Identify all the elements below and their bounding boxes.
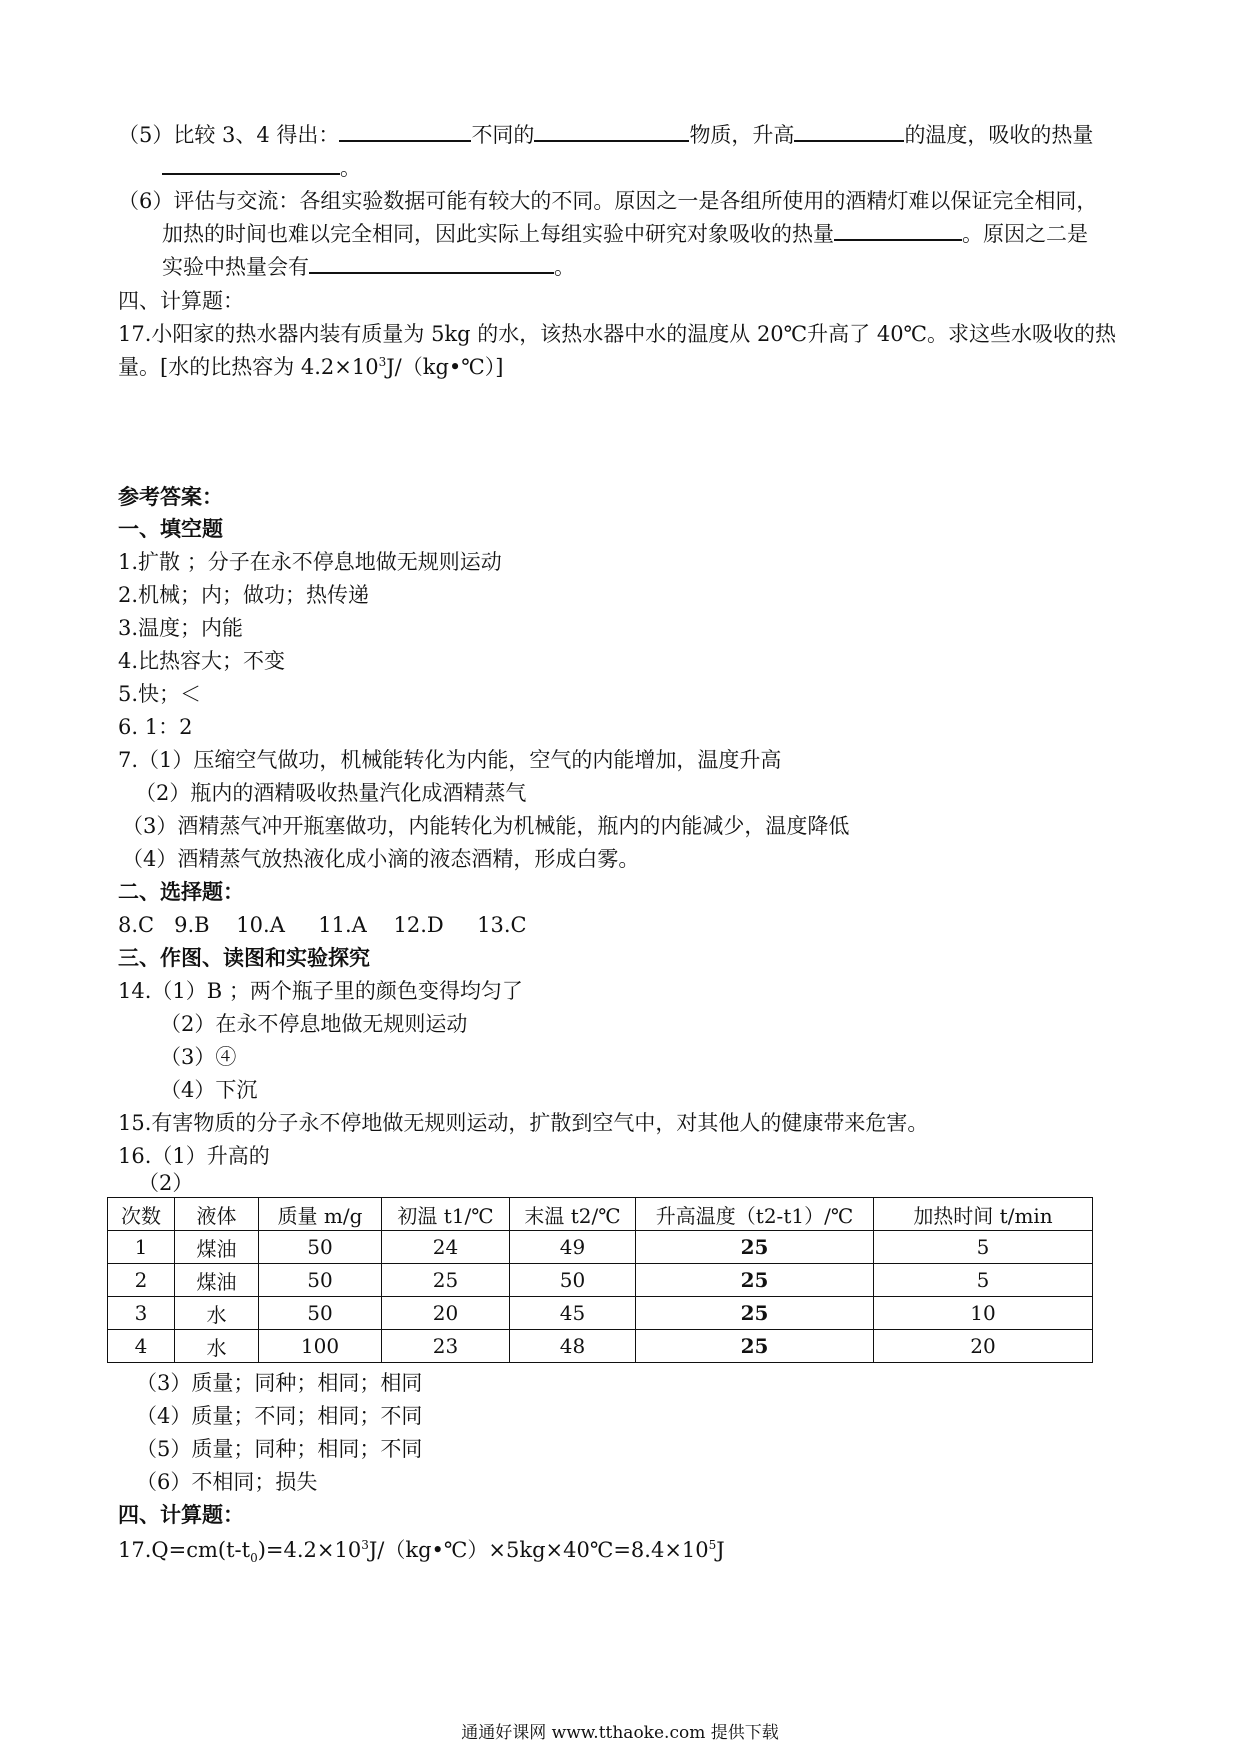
answer-6: 6. 1：2 xyxy=(118,715,193,739)
table-cell: 50 xyxy=(259,1231,382,1264)
table-header-cell: 次数 xyxy=(108,1198,175,1231)
a17-subscript: 0 xyxy=(250,1551,258,1566)
answer-14-part-3: （3）④ xyxy=(160,1045,237,1069)
table-cell: 25 xyxy=(636,1264,874,1297)
a17-text-3: J/（kg•℃）×5kg×40℃=8.4×10 xyxy=(368,1538,709,1562)
answer-4: 4.比热容大；不变 xyxy=(118,649,286,673)
question-6-line-2 xyxy=(162,221,1088,247)
answer-7-part-1: 7.（1）压缩空气做功，机械能转化为内能，空气的内能增加，温度升高 xyxy=(118,748,782,772)
answers-section-3: 三、作图、读图和实验探究 xyxy=(118,945,370,970)
table-cell: 25 xyxy=(382,1264,510,1297)
question-17-line-2 xyxy=(118,354,503,380)
answers-title: 参考答案： xyxy=(118,484,223,509)
answer-16-part-2: （2） xyxy=(138,1171,194,1195)
table-cell: 5 xyxy=(874,1231,1093,1264)
table-cell: 100 xyxy=(259,1330,382,1363)
a17-text-1: 17.Q=cm(t-t xyxy=(118,1538,251,1562)
q6-text-c: 实验中热量会有 xyxy=(162,255,309,279)
table-cell: 50 xyxy=(259,1264,382,1297)
answer-16-part-4: （4）质量；不同；相同；不同 xyxy=(136,1404,423,1428)
answer-8-13: 8.C 9.B 10.A 11.A 12.D 13.C xyxy=(118,913,527,937)
answer-17 xyxy=(118,1537,725,1566)
answer-16-part-1: 16.（1）升高的 xyxy=(118,1144,270,1168)
answer-blank xyxy=(339,122,471,142)
answer-14-part-4: （4）下沉 xyxy=(160,1078,258,1102)
answer-3: 3.温度；内能 xyxy=(118,616,244,640)
page-footer: 通通好课网 www.tthaoke.com 提供下载 xyxy=(461,1723,779,1743)
answer-2: 2.机械；内；做功；热传递 xyxy=(118,583,370,607)
answer-blank xyxy=(309,254,554,274)
table-cell: 23 xyxy=(382,1330,510,1363)
question-5-line-1 xyxy=(118,122,1093,148)
table-cell: 煤油 xyxy=(175,1264,259,1297)
q6-text-a: 加热的时间也难以完全相同，因此实际上每组实验中研究对象吸收的热量 xyxy=(162,222,834,246)
table-cell: 水 xyxy=(175,1297,259,1330)
answers-section-1: 一、填空题 xyxy=(118,516,223,541)
answer-16-part-5: （5）质量；同种；相同；不同 xyxy=(136,1437,423,1461)
table-cell: 5 xyxy=(874,1264,1093,1297)
answer-14-part-2: （2）在永不停息地做无规则运动 xyxy=(160,1012,468,1036)
answer-blank xyxy=(834,221,962,241)
table-cell: 50 xyxy=(259,1297,382,1330)
answers-section-4: 四、计算题： xyxy=(118,1502,244,1527)
table-cell: 48 xyxy=(510,1330,636,1363)
question-5-line-2 xyxy=(162,155,361,181)
answer-16-part-6: （6）不相同；损失 xyxy=(136,1470,318,1494)
answer-blank xyxy=(794,122,904,142)
table-row xyxy=(108,1231,1093,1264)
q5-text-d: 的温度，吸收的热量 xyxy=(904,123,1094,147)
table-header-cell: 液体 xyxy=(175,1198,259,1231)
question-6-line-3 xyxy=(162,254,575,280)
q17-text-a: 量。[水的比热容为 4.2×10 xyxy=(118,355,379,379)
q5-text-b: 不同的 xyxy=(471,123,535,147)
table-cell: 2 xyxy=(108,1264,175,1297)
answer-5: 5.快；＜ xyxy=(118,682,202,706)
table-row xyxy=(108,1297,1093,1330)
table-cell: 3 xyxy=(108,1297,175,1330)
table-row xyxy=(108,1330,1093,1363)
answer-1: 1.扩散 ；分子在永不停息地做无规则运动 xyxy=(118,550,502,574)
table-cell: 24 xyxy=(382,1231,510,1264)
table-cell: 20 xyxy=(382,1297,510,1330)
table-cell: 20 xyxy=(874,1330,1093,1363)
table-cell: 25 xyxy=(636,1297,874,1330)
answers-section-2: 二、选择题： xyxy=(118,879,244,904)
table-cell: 50 xyxy=(510,1264,636,1297)
a17-exponent-1: 3 xyxy=(361,1538,369,1552)
answer-15: 15.有害物质的分子永不停地做无规则运动，扩散到空气中，对其他人的健康带来危害。 xyxy=(118,1111,929,1135)
answer-7-part-3: （3）酒精蒸气冲开瓶塞做功，内能转化为机械能，瓶内的内能减少，温度降低 xyxy=(122,814,850,838)
table-header-cell: 升高温度（t2-t1）/℃ xyxy=(636,1198,874,1231)
question-6-line-1: （6）评估与交流：各组实验数据可能有较大的不同。原因之一是各组所使用的酒精灯难以保证完全相同， xyxy=(118,189,1098,213)
q17-exponent: 3 xyxy=(378,355,387,369)
a17-exponent-2: 5 xyxy=(708,1538,717,1552)
a17-text-4: J xyxy=(716,1538,725,1562)
answer-14-part-1: 14.（1）B ；两个瓶子里的颜色变得均匀了 xyxy=(118,979,523,1003)
table-header-cell: 质量 m/g xyxy=(259,1198,382,1231)
table-header-row xyxy=(108,1198,1093,1231)
q6-text-d: 。 xyxy=(554,255,575,279)
a17-text-2: )=4.2×10 xyxy=(257,1538,362,1562)
answer-16-part-3: （3）质量；同种；相同；相同 xyxy=(136,1371,423,1395)
answer-blank xyxy=(162,155,340,175)
q17-text-b: J/（kg•℃）] xyxy=(386,355,504,379)
answer-7-part-4: （4）酒精蒸气放热液化成小滴的液态酒精，形成白雾。 xyxy=(122,847,640,871)
section-4-heading: 四、计算题： xyxy=(118,289,244,313)
table-header-cell: 初温 t1/℃ xyxy=(382,1198,510,1231)
table-cell: 25 xyxy=(636,1231,874,1264)
table-cell: 1 xyxy=(108,1231,175,1264)
table-header-cell: 末温 t2/℃ xyxy=(510,1198,636,1231)
question-17-line-1: 17.小阳家的热水器内装有质量为 5kg 的水，该热水器中水的温度从 20℃升高了 40℃。求这些水吸收的热 xyxy=(118,322,1117,346)
q5-text-e: 。 xyxy=(340,156,361,180)
answer-blank xyxy=(534,122,689,142)
table-cell: 4 xyxy=(108,1330,175,1363)
experiment-data-table xyxy=(107,1197,1093,1363)
table-row xyxy=(108,1264,1093,1297)
table-cell: 49 xyxy=(510,1231,636,1264)
table-cell: 10 xyxy=(874,1297,1093,1330)
table-cell: 水 xyxy=(175,1330,259,1363)
answer-7-part-2: （2）瓶内的酒精吸收热量汽化成酒精蒸气 xyxy=(135,781,527,805)
q5-text-c: 物质，升高 xyxy=(689,123,795,147)
table-header-cell: 加热时间 t/min xyxy=(874,1198,1093,1231)
q5-text-a: （5）比较 3、4 得出： xyxy=(118,123,340,147)
table-cell: 煤油 xyxy=(175,1231,259,1264)
table-cell: 25 xyxy=(636,1330,874,1363)
q6-text-b: 。原因之二是 xyxy=(962,222,1088,246)
table-cell: 45 xyxy=(510,1297,636,1330)
